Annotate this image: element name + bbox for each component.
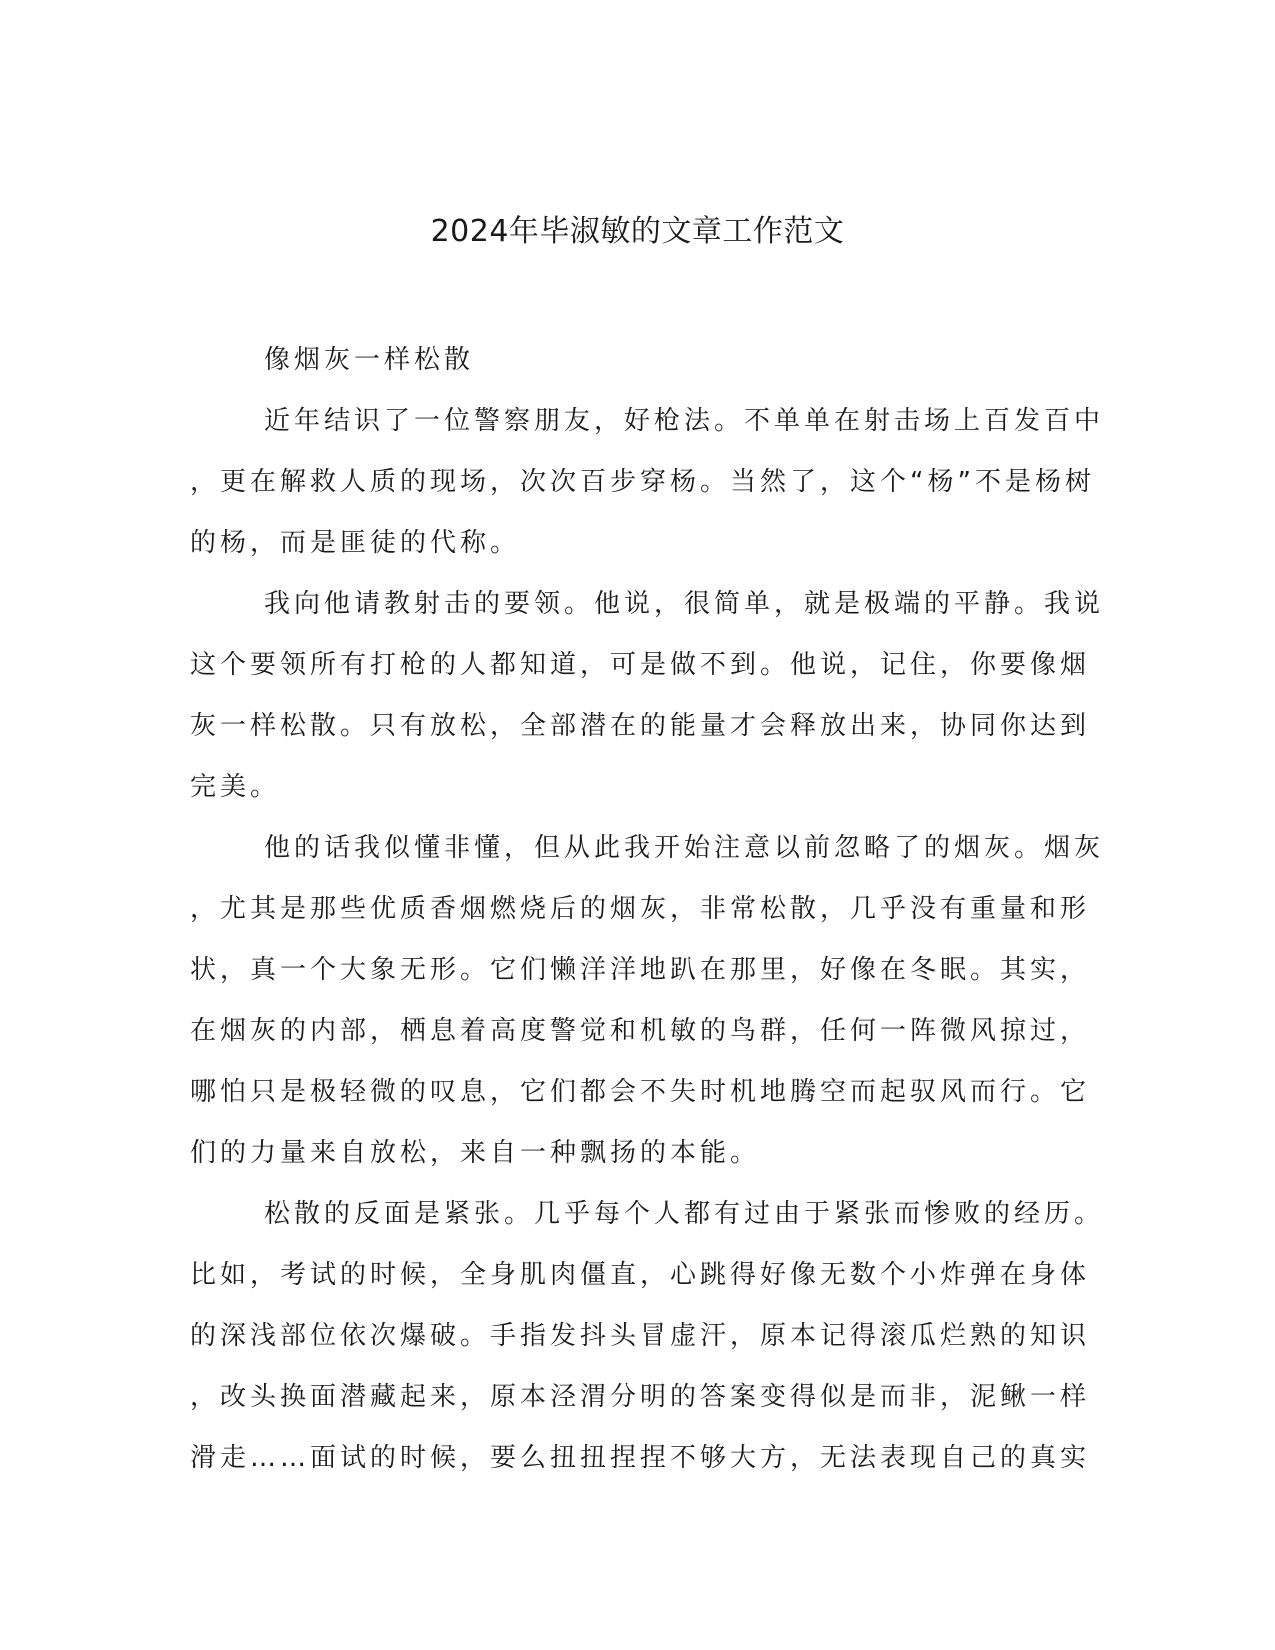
text-line: 的深浅部位依次爆破。手指发抖头冒虚汗，原本记得滚瓜烂熟的知识 — [190, 1321, 1091, 1351]
text-line: 完美。 — [190, 772, 281, 802]
text-line: 他的话我似懂非懂，但从此我开始注意以前忽略了的烟灰。烟灰 — [264, 833, 1105, 863]
text-line: 状，真一个大象无形。它们懒洋洋地趴在那里，好像在冬眠。其实， — [190, 955, 1091, 985]
text-line: 在烟灰的内部，栖息着高度警觉和机敏的鸟群，任何一阵微风掠过， — [190, 1016, 1091, 1046]
section-heading: 像烟灰一样松散 — [264, 345, 475, 375]
text-line: 的杨，而是匪徒的代称。 — [190, 528, 521, 558]
text-line: 滑走……面试的时候，要么扭扭捏捏不够大方，无法表现自己的真实 — [190, 1443, 1091, 1473]
document-title: 2024年毕淑敏的文章工作范文 — [430, 214, 845, 249]
text-line: 我向他请教射击的要领。他说，很简单，就是极端的平静。我说 — [264, 589, 1105, 619]
text-line: ，更在解救人质的现场，次次百步穿杨。当然了，这个“杨”不是杨树 — [190, 467, 1095, 497]
text-line: 松散的反面是紧张。几乎每个人都有过由于紧张而惨败的经历。 — [264, 1199, 1105, 1229]
text-line: 比如，考试的时候，全身肌肉僵直，心跳得好像无数个小炸弹在身体 — [190, 1260, 1091, 1290]
text-line: 哪怕只是极轻微的叹息，它们都会不失时机地腾空而起驭风而行。它 — [190, 1077, 1091, 1107]
text-line: 灰一样松散。只有放松，全部潜在的能量才会释放出来，协同你达到 — [190, 711, 1091, 741]
text-line: 近年结识了一位警察朋友，好枪法。不单单在射击场上百发百中 — [264, 406, 1105, 436]
text-line: ，尤其是那些优质香烟燃烧后的烟灰，非常松散，几乎没有重量和形 — [190, 894, 1091, 924]
text-line: 们的力量来自放松，来自一种飘扬的本能。 — [190, 1138, 761, 1168]
text-line: 这个要领所有打枪的人都知道，可是做不到。他说，记住，你要像烟 — [190, 650, 1091, 680]
document-body — [190, 330, 1105, 1489]
text-line: ，改头换面潜藏起来，原本泾渭分明的答案变得似是而非，泥鳅一样 — [190, 1382, 1091, 1412]
